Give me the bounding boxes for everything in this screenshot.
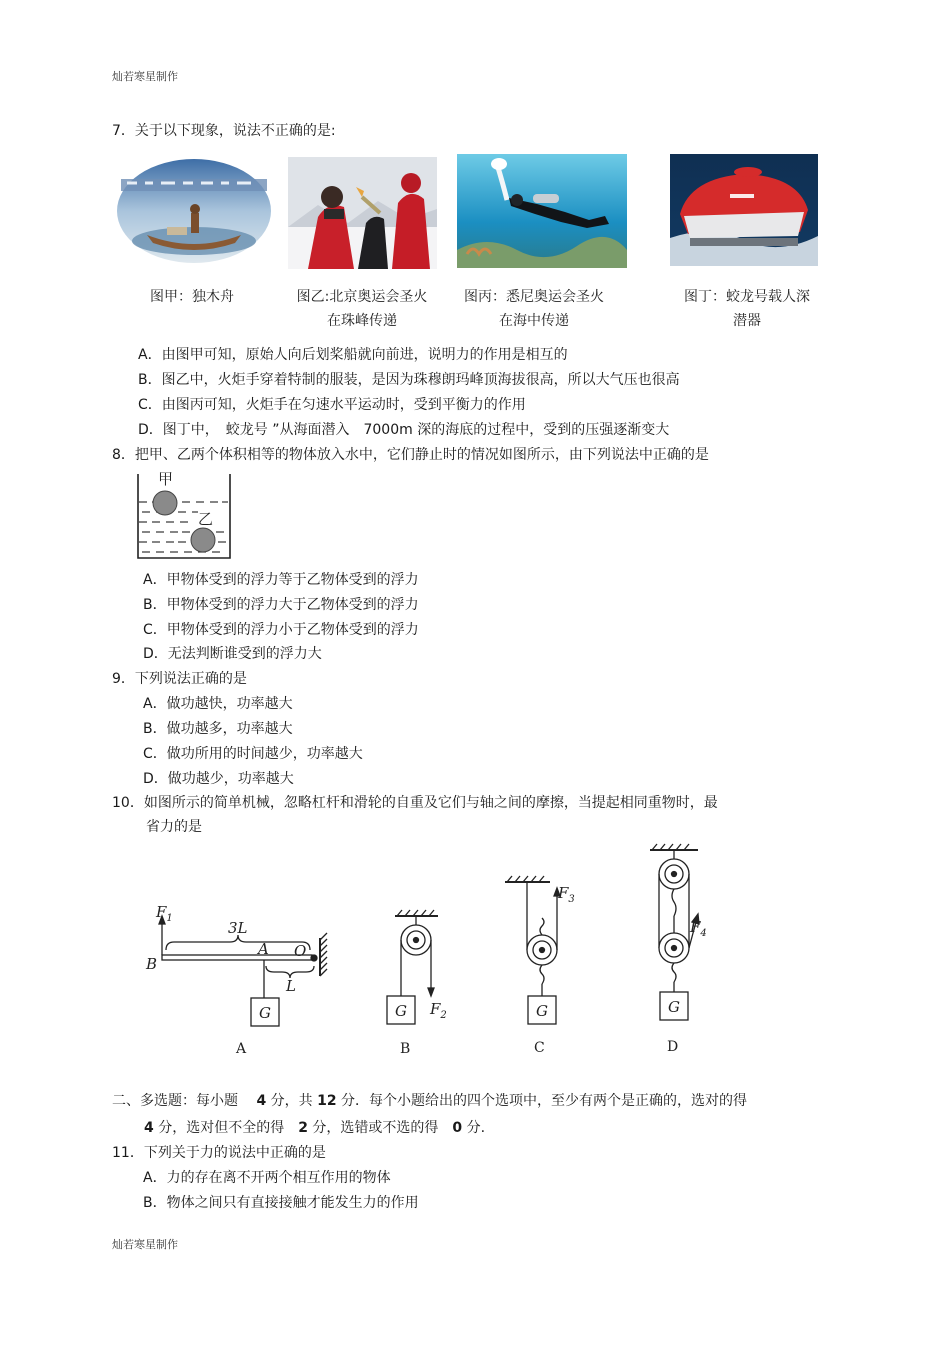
q8-beaker-figure — [134, 466, 234, 562]
label-machine-C: C — [534, 1040, 545, 1056]
section2-line1: 二、多选题：每小题 4 分，共 12 分．每个小题给出的四个选项中，至少有两个是正确的，选对的得 — [112, 1093, 748, 1109]
q9-option-a: A．做功越快，功率越大 — [143, 696, 293, 712]
q8-label-jia: 甲 — [158, 470, 174, 488]
q9-option-b: B．做功越多，功率越大 — [143, 721, 293, 737]
photo-everest-torch — [288, 157, 437, 269]
label-L: L — [286, 977, 296, 995]
q9-option-d: D．做功越少，功率越大 — [143, 771, 294, 787]
caption-yi: 图乙:北京奥运会圣火在珠峰传递 — [296, 289, 428, 329]
q9-option-c: C．做功所用的时间越少，功率越大 — [143, 746, 363, 762]
photo-submersible — [670, 154, 818, 266]
q10-stem-line2: 省力的是 — [146, 819, 202, 835]
q11-option-b: B．物体之间只有直接接触才能发生力的作用 — [143, 1195, 419, 1211]
label-F3: $F_3$ — [558, 884, 575, 905]
page-header: 灿若寒星制作 — [112, 70, 178, 83]
label-3L: 3L — [228, 919, 248, 937]
q8-label-yi: 乙 — [198, 510, 214, 528]
label-point-A: A — [258, 940, 269, 958]
section2-line2: 4 分，选对但不全的得 2 分，选错或不选的得 0 分. — [144, 1120, 486, 1136]
caption-ding: 图丁：蛟龙号载人深潜器 — [684, 289, 810, 329]
q10-stem-line1: 10．如图所示的简单机械，忽略杠杆和滑轮的自重及它们与轴之间的摩擦，当提起相同重物时，最 — [112, 795, 718, 811]
label-F1: $F_1$ — [156, 903, 173, 924]
label-point-B: B — [146, 955, 158, 973]
caption-bing: 图丙：悉尼奥运会圣火在海中传递 — [464, 289, 604, 329]
q8-option-b: B．甲物体受到的浮力大于乙物体受到的浮力 — [143, 597, 419, 613]
q7-stem: 7．关于以下现象，说法不正确的是: — [112, 123, 336, 139]
label-G-d: G — [668, 998, 680, 1016]
q8-option-c: C．甲物体受到的浮力小于乙物体受到的浮力 — [143, 622, 419, 638]
label-F4: $F_4$ — [690, 918, 707, 939]
photo-canoe — [117, 157, 271, 265]
label-machine-A: A — [236, 1041, 247, 1057]
q7-option-b: B．图乙中，火炬手穿着特制的服装，是因为珠穆朗玛峰顶海拔很高，所以大气压也很高 — [138, 372, 680, 388]
q9-stem: 9．下列说法正确的是 — [112, 671, 247, 687]
label-machine-D: D — [667, 1039, 679, 1055]
label-G-c: G — [536, 1002, 548, 1020]
q7-option-c: C．由图丙可知，火炬手在匀速水平运动时，受到平衡力的作用 — [138, 397, 526, 413]
label-machine-B: B — [400, 1041, 411, 1057]
page-footer: 灿若寒星制作 — [112, 1238, 178, 1251]
q8-stem: 8．把甲、乙两个体积相等的物体放入水中，它们静止时的情况如图所示，由下列说法中正确的是 — [112, 447, 709, 463]
q11-stem: 11．下列关于力的说法中正确的是 — [112, 1145, 326, 1161]
label-G-a: G — [259, 1004, 271, 1022]
q10-machines-figure — [130, 838, 730, 1063]
photo-underwater-torch — [457, 154, 627, 268]
q8-option-a: A．甲物体受到的浮力等于乙物体受到的浮力 — [143, 572, 419, 588]
label-G-b: G — [395, 1002, 407, 1020]
label-point-O: O — [294, 942, 307, 960]
caption-jia: 图甲：独木舟 — [150, 289, 234, 305]
q7-option-a: A．由图甲可知，原始人向后划桨船就向前进，说明力的作用是相互的 — [138, 347, 568, 363]
label-F2: $F_2$ — [430, 1000, 447, 1021]
q11-option-a: A．力的存在离不开两个相互作用的物体 — [143, 1170, 391, 1186]
q7-option-d: D．图丁中， 蛟龙号 ”从海面潜入 7000m 深的海底的过程中，受到的压强逐渐变大 — [138, 422, 670, 438]
q8-option-d: D．无法判断谁受到的浮力大 — [143, 646, 322, 662]
